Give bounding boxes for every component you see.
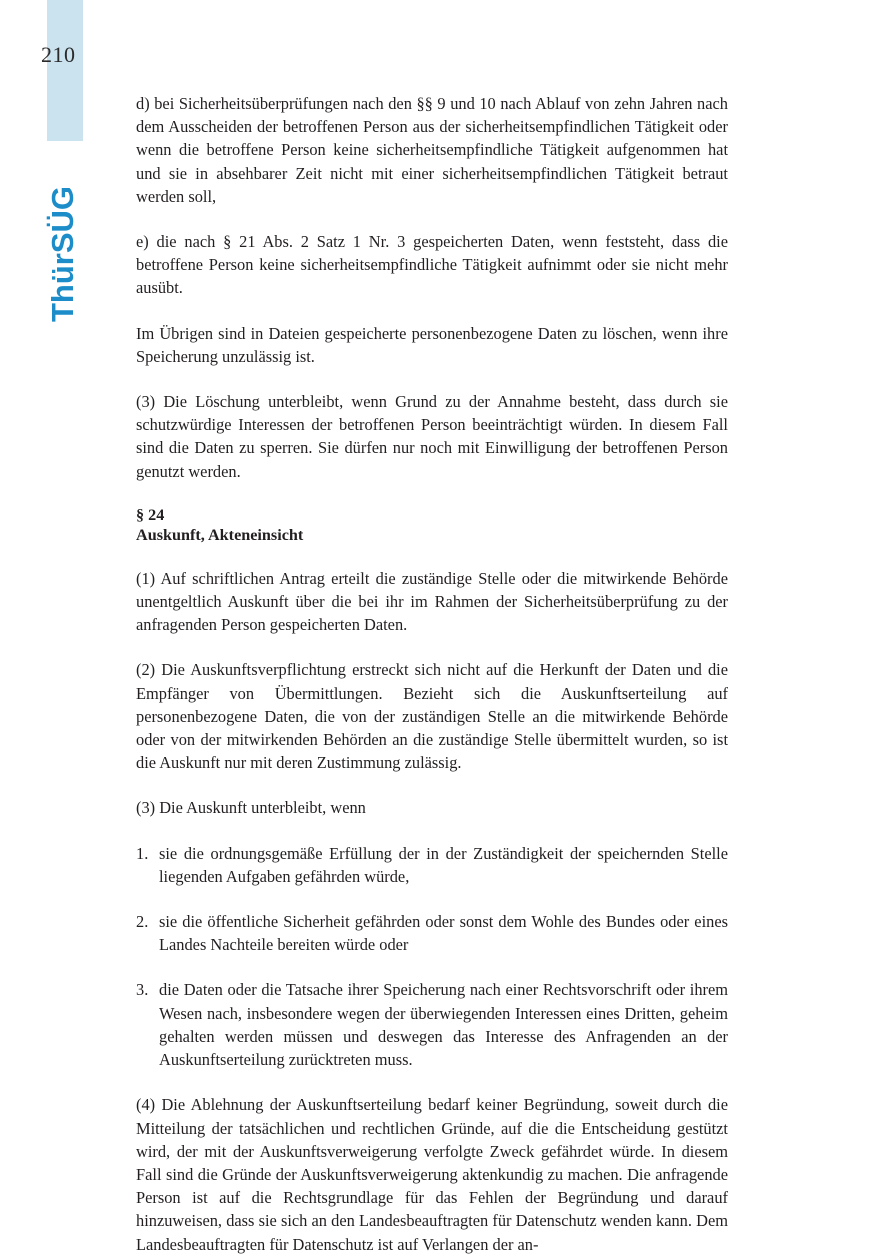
section-tab-label: ThürSÜG (45, 185, 80, 323)
paragraph-item-d: d) bei Sicherheitsüberprüfungen nach den §§ 9 und 10 nach Ablauf von zehn Jahren nach dem Ausscheiden der betroffenen Person aus der sicherheitsempfindlichen Tätigkeit oder wenn die betroffene Person keine sicherheitsempfindliche Tätigkeit aufgenommen hat und sie in absehbarer Zeit nicht mit einer sicherheitsempfindlichen Tätigkeit betraut werden soll, (136, 94, 728, 206)
paragraph-2: (2) Die Auskunftsverpflichtung erstreckt sich nicht auf die Herkunft der Daten und die Empfänger von Übermittlungen. Bezieht sich die Auskunftserteilung auf personenbezogene Daten, die von der zuständigen Stelle an die mitwirkende Behörde oder von der mitwirkenden Behörden an die zuständige Stelle übermittelt wurden, so ist die Auskunft nur mit deren Zustimmung zulässig. (136, 660, 728, 773)
list-item-text: sie die ordnungsgemäße Erfüllung der in der Zuständigkeit der speichernden Stelle liegenden Aufgaben gefährden würde, (159, 843, 728, 886)
list-item-text: sie die öffentliche Sicherheit gefährden oder sonst dem Wohle des Bundes oder eines Landes Nachteile bereiten würde oder (159, 912, 728, 955)
list-item-text: die Daten oder die Tatsache ihrer Speicherung nach einer Rechtsvorschrift oder ihrem Wesen nach, insbesondere wegen der überwiegenden Interessen eines Dritten, geheim gehalten werden müssen und deswegen das Interesse des Anfragenden an der Auskunftserteilung zurücktreten muss. (159, 980, 728, 1070)
section-heading-title: Auskunft, Akteneinsicht (136, 526, 304, 545)
section-heading-number: § 24 (136, 505, 165, 524)
page-number: 210 (41, 42, 76, 67)
paragraph-1: (1) Auf schriftlichen Antrag erteilt die zuständige Stelle oder die mitwirkende Behörde unentgeltlich Auskunft über die bei ihr im Rahmen der Sicherheitsüberprüfung zu der anfragenden Person gespeicherten Daten. (136, 568, 728, 635)
document-text-column (136, 92, 728, 1256)
paragraph-4: (4) Die Ablehnung der Auskunftserteilung bedarf keiner Begründung, soweit durch die Mitteilung der tatsächlichen und rechtlichen Gründe, auf die die Entscheidung gestützt wird, der mit der Auskunftsverweigerung verfolgte Zweck gefährdet würde. In diesem Fall sind die Gründe der Auskunftsverweigerung aktenkundig zu machen. Die anfragende Person ist auf die Rechtsgrundlage für das Fehlen der Begründung und darauf hinzuweisen, dass sie sich an den Landesbeauftragten für Datenschutz wenden kann. Dem Landesbeauftragten für Datenschutz ist auf Verlangen der an- (136, 1095, 728, 1254)
paragraph-3-loeschung: (3) Die Löschung unterbleibt, wenn Grund zu der Annahme besteht, dass durch sie schutzwürdige Interessen der betroffenen Person beeinträchtigt würden. In diesem Fall sind die Daten zu sperren. Sie dürfen nur noch mit Einwilligung der betroffenen Person genutzt werden. (136, 392, 728, 481)
list-item (136, 842, 728, 888)
section-heading (136, 505, 728, 546)
list-item-marker: 2. (136, 912, 149, 932)
paragraph-im-uebrigen: Im Übrigen sind in Dateien gespeicherte personenbezogene Daten zu löschen, wenn ihre Speicherung unzulässig ist. (136, 323, 728, 366)
list-item-marker: 1. (136, 843, 149, 863)
list-item (136, 978, 728, 1071)
paragraph-item-e: e) die nach § 21 Abs. 2 Satz 1 Nr. 3 gespeicherten Daten, wenn feststeht, dass die betroffene Person keine sicherheitsempfindliche Tätigkeit aufnimmt oder sie nicht mehr ausübt. (136, 232, 728, 298)
list-item (136, 910, 728, 956)
paragraph-3-auskunft: (3) Die Auskunft unterbleibt, wenn (136, 798, 366, 818)
numbered-list (136, 842, 728, 1072)
list-item-marker: 3. (136, 980, 149, 1000)
page-edge-tab (47, 0, 83, 141)
